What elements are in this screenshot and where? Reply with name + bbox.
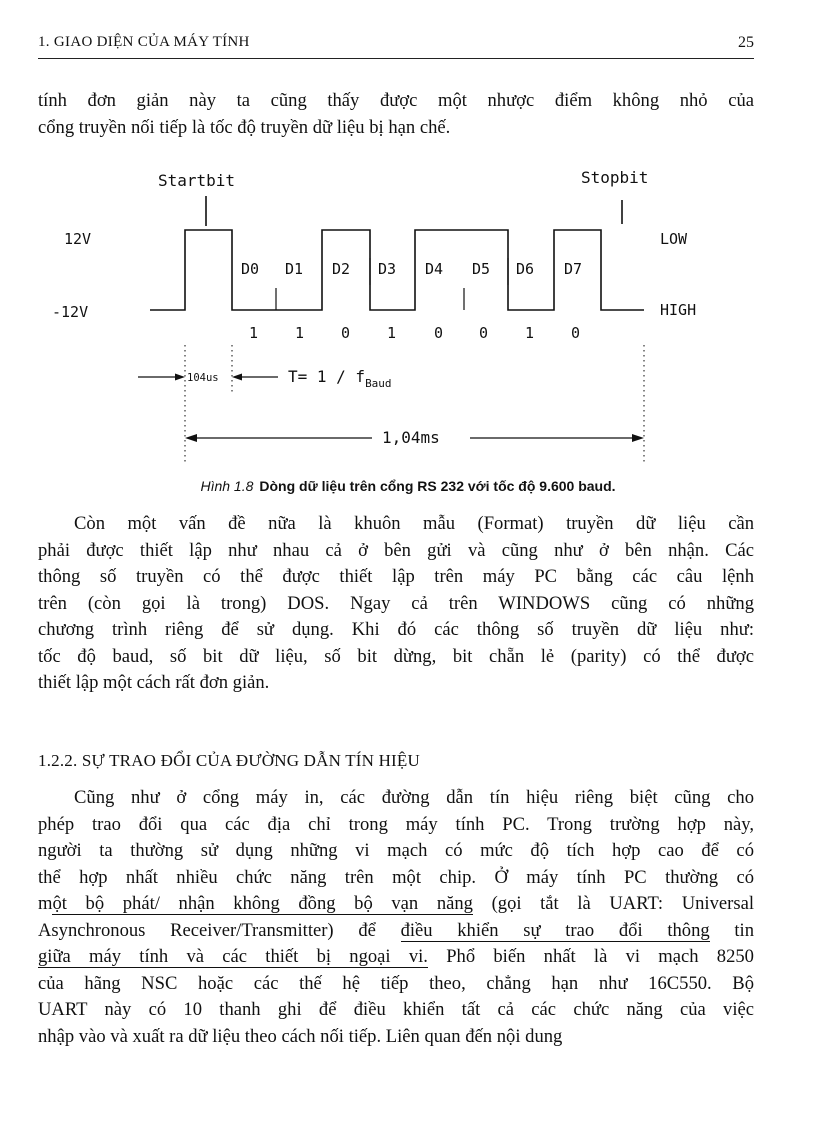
bit-value: 1 [295, 324, 305, 342]
bit-label: D3 [378, 260, 397, 278]
bit-label: D7 [564, 260, 583, 278]
text-segment: Phổ biến nhất là vi mạch 8250 [427, 946, 754, 967]
underlined-text: giữa máy tính và các thiết bị ngoại vi. [38, 946, 428, 967]
text-line: phép trao đổi qua các địa chỉ trong máy tính PC. Trong trường hợp này, [38, 813, 754, 835]
arrowhead-icon [175, 374, 185, 381]
format-paragraph [38, 511, 754, 697]
bit-value: 0 [341, 324, 351, 342]
bit-label: D1 [285, 260, 304, 278]
text-line: trên (còn gọi là trong) DOS. Ngay cả trên WINDOWS cũng có những [38, 592, 754, 614]
page-number: 25 [738, 34, 754, 51]
text-line: người ta thường sử dụng những vi mạch có mức độ tích hợp cao để có [38, 840, 754, 861]
page-header [38, 34, 754, 59]
bit-value: 0 [434, 324, 444, 342]
bit-labels [241, 260, 582, 278]
arrowhead-icon [632, 434, 644, 442]
period-formula: $T= 1 / f_{Baud}$ [288, 367, 392, 390]
bit-value: 0 [571, 324, 581, 342]
text-line: cổng truyền nối tiếp là tốc độ truyền dữ liệu bị hạn chế. [38, 116, 451, 138]
underlined-text: ột bộ phát/ nhận không đồng bộ vạn năng [52, 893, 473, 914]
text-line: thông số truyền có thể được thiết lập trên máy PC bằng các câu lệnh [38, 566, 754, 587]
bit-time-label: 104us [187, 372, 219, 384]
chapter-title: 1. GIAO DIỆN CỦA MÁY TÍNH [38, 34, 250, 50]
stopbit-label: Stopbit [581, 168, 649, 187]
total-time-label: 1,04ms [382, 428, 440, 447]
bit-value: 1 [249, 324, 259, 342]
rs232-timing-diagram [40, 160, 760, 500]
intro-paragraph [38, 88, 754, 141]
text-line: tốc độ baud, số bit dữ liệu, số bit dừng, bit chẵn lẻ (parity) có thể được [38, 645, 754, 667]
text-line: Cũng như ở cổng máy in, các đường dẫn tín hiệu riêng biệt cũng cho [74, 787, 754, 808]
text-line: UART này có 10 thanh ghi để điều khiển tất cả các chức năng của việc [38, 999, 754, 1020]
text-line: của hãng NSC hoặc các thế hệ tiếp theo, chẳng hạn như 16C550. Bộ [38, 972, 754, 994]
bit-values [249, 324, 580, 342]
timing-diagram-svg [40, 160, 760, 480]
bit-label: D5 [472, 260, 491, 278]
text-line [38, 944, 754, 971]
text-line: thiết lập một cách rất đơn giản. [38, 672, 270, 693]
section-heading: 1.2.2. SỰ TRAO ĐỔI CỦA ĐƯỜNG DẪN TÍN HIỆU [38, 751, 420, 770]
text-line: tính đơn giản này ta cũng thấy được một nhược điểm không nhỏ của [38, 90, 754, 111]
startbit-label: Startbit [158, 171, 236, 190]
text-segment: Asynchronous Receiver/Transmitter) để [38, 919, 401, 941]
dotted-guides [185, 345, 644, 465]
voltage-low-label: -12V [52, 303, 89, 321]
text-line: phải được thiết lập như nhau cả ở bên gửi và cũng như ở bên nhận. Các [38, 539, 754, 561]
text-line: Còn một vấn đề nữa là khuôn mẫu (Format) truyền dữ liệu cần [74, 513, 754, 534]
caption-label: Hình 1.8 [200, 478, 254, 494]
text-line [38, 918, 754, 945]
text-segment: (gọi tắt là UART: Universal [472, 893, 754, 914]
signal-exchange-paragraph [38, 785, 754, 1050]
bit-label: D0 [241, 260, 260, 278]
state-bottom-label: HIGH [660, 301, 697, 319]
bit-label: D2 [332, 260, 351, 278]
voltage-high-label: 12V [64, 230, 92, 248]
bit-value: 1 [387, 324, 397, 342]
text-line: nhập vào và xuất ra dữ liệu theo cách nối tiếp. Liên quan đến nội dung [38, 1025, 563, 1047]
figure-caption [0, 478, 816, 494]
text-segment: tin [709, 919, 754, 941]
state-top-label: LOW [660, 230, 688, 248]
underlined-text: điều khiển sự trao đổi thông [400, 919, 710, 941]
text-line: chương trình riêng để sử dụng. Khi đó các thông số truyền dữ liệu như: [38, 619, 754, 640]
bit-label: D4 [425, 260, 444, 278]
bit-label: D6 [516, 260, 535, 278]
bit-value: 1 [525, 324, 535, 342]
text-line [38, 891, 754, 918]
text-line: thể hợp nhất nhiều chức năng trên một chip. Ở máy tính PC thường có [38, 866, 754, 888]
arrowhead-icon [185, 434, 197, 442]
text-segment: m [38, 893, 53, 914]
caption-text: Dòng dữ liệu trên cổng RS 232 với tốc độ 9.600 baud. [259, 478, 616, 494]
bit-value: 0 [479, 324, 489, 342]
